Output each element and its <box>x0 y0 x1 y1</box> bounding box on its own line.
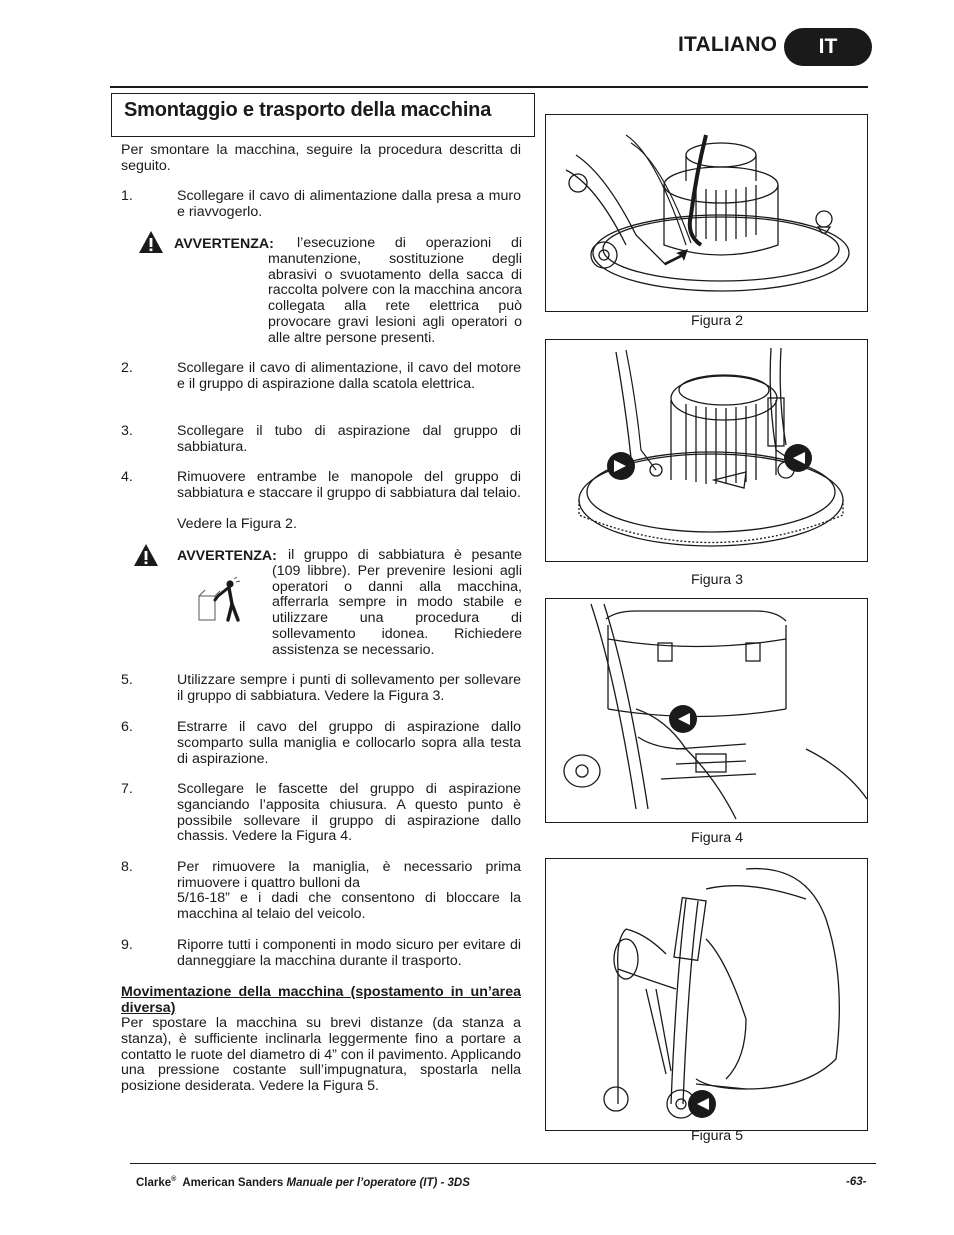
header-rule <box>110 86 868 88</box>
figure-3-image <box>545 339 868 562</box>
heavy-lifting-icon <box>196 576 244 624</box>
step-number: 5. <box>121 672 133 688</box>
warning-text: il gruppo di sabbiatura è pesante (109 libbre). Per prevenire lesioni agli operatori o danni alla macchina, afferrarla sempre in modo stabile e utilizzare una procedura di sollevamento idonea. Richiedere assistenza se necessario. <box>272 547 522 658</box>
figure-caption: Figura 5 <box>690 1128 744 1144</box>
section-title: Smontaggio e trasporto della macchina <box>124 99 492 121</box>
step-number: 2. <box>121 360 133 376</box>
step-number: 8. <box>121 859 133 875</box>
warning-triangle-icon <box>138 230 164 254</box>
step-number: 1. <box>121 188 133 204</box>
warning-text: l’esecuzione di operazioni di manutenzione, sostituzione degli abrasivi o svuotamento della sacca di raccolta polvere con la macchina ancora collegata alla rete elettrica può provocare gravi lesioni agli operatori o alle altre persone presenti. <box>268 235 522 346</box>
step-number: 3. <box>121 423 133 439</box>
warning-triangle-icon <box>133 543 159 567</box>
intro-paragraph: Per smontare la macchina, seguire la procedura descritta di seguito. <box>121 142 521 174</box>
registered-mark: ® <box>171 1176 177 1183</box>
section-title-box <box>111 93 535 137</box>
step-number: 6. <box>121 719 133 735</box>
language-badge: IT <box>784 28 872 66</box>
step-number: 4. <box>121 469 133 485</box>
step-number: 9. <box>121 937 133 953</box>
step-text: Riporre tutti i componenti in modo sicuro per evitare di danneggiare la macchina durante il trasporto. <box>177 937 521 969</box>
figure-5-image <box>545 858 868 1131</box>
footer-brand: Clarke <box>136 1176 172 1189</box>
step-text: Scollegare le fascette del gruppo di aspirazione sganciando l’apposita chiusura. A questo punto è possibile sollevare il gruppo di aspirazione dallo chassis. Vedere la Figura 4. <box>177 781 521 845</box>
footer-manual-title <box>136 1176 470 1189</box>
step-text: Scollegare il cavo di alimentazione, il cavo del motore e il gruppo di aspirazione dalla scatola elettrica. <box>177 360 521 392</box>
warning-label: AVVERTENZA: <box>174 236 274 252</box>
figure-caption: Figura 3 <box>690 572 744 588</box>
page-number: -63- <box>846 1176 867 1188</box>
step-text: Scollegare il tubo di aspirazione dal gruppo di sabbiatura. <box>177 423 521 455</box>
step-text: Utilizzare sempre i punti di sollevamento per sollevare il gruppo di sabbiatura. Vedere la Figura 3. <box>177 672 521 704</box>
moving-heading: Movimentazione della macchina (spostamento in un’area diversa) <box>121 984 521 1016</box>
step-text: Scollegare il cavo di alimentazione dalla presa a muro e riavvogerlo. <box>177 188 521 220</box>
step-text: Per rimuovere la maniglia, è necessario prima rimuovere i quattro bulloni da <box>177 859 521 891</box>
step-reference: Vedere la Figura 2. <box>177 516 297 532</box>
step-text: Estrarre il cavo del gruppo di aspirazione dallo scomparto sulla maniglia e collocarlo sopra alla testa di aspirazione. <box>177 719 521 767</box>
step-text-continued: 5/16-18” e i dadi che consentono di bloccare la macchina al telaio del veicolo. <box>177 890 521 922</box>
footer-company: American Sanders <box>182 1176 284 1189</box>
language-label: ITALIANO <box>678 33 778 56</box>
warning-label: AVVERTENZA: <box>177 548 277 564</box>
figure-caption: Figura 2 <box>690 313 744 329</box>
step-text: Rimuovere entrambe le manopole del gruppo di sabbiatura e staccare il gruppo di sabbiatura dal telaio. <box>177 469 521 501</box>
footer-rule <box>130 1163 876 1164</box>
footer-manual: Manuale per l’operatore (IT) - 3DS <box>286 1176 470 1189</box>
moving-paragraph: Per spostare la macchina su brevi distanze (da stanza a stanza), è sufficiente inclinarla leggermente fino a portare a contatto le ruote del diametro di 4” con il pavimento. Applicando una pressione costante sull’impugnatura, spostarla nella posizione desiderata. Vedere la Figura 5. <box>121 1015 521 1095</box>
figure-2-image <box>545 114 868 312</box>
step-number: 7. <box>121 781 133 797</box>
figure-4-image <box>545 598 868 823</box>
figure-caption: Figura 4 <box>690 830 744 846</box>
